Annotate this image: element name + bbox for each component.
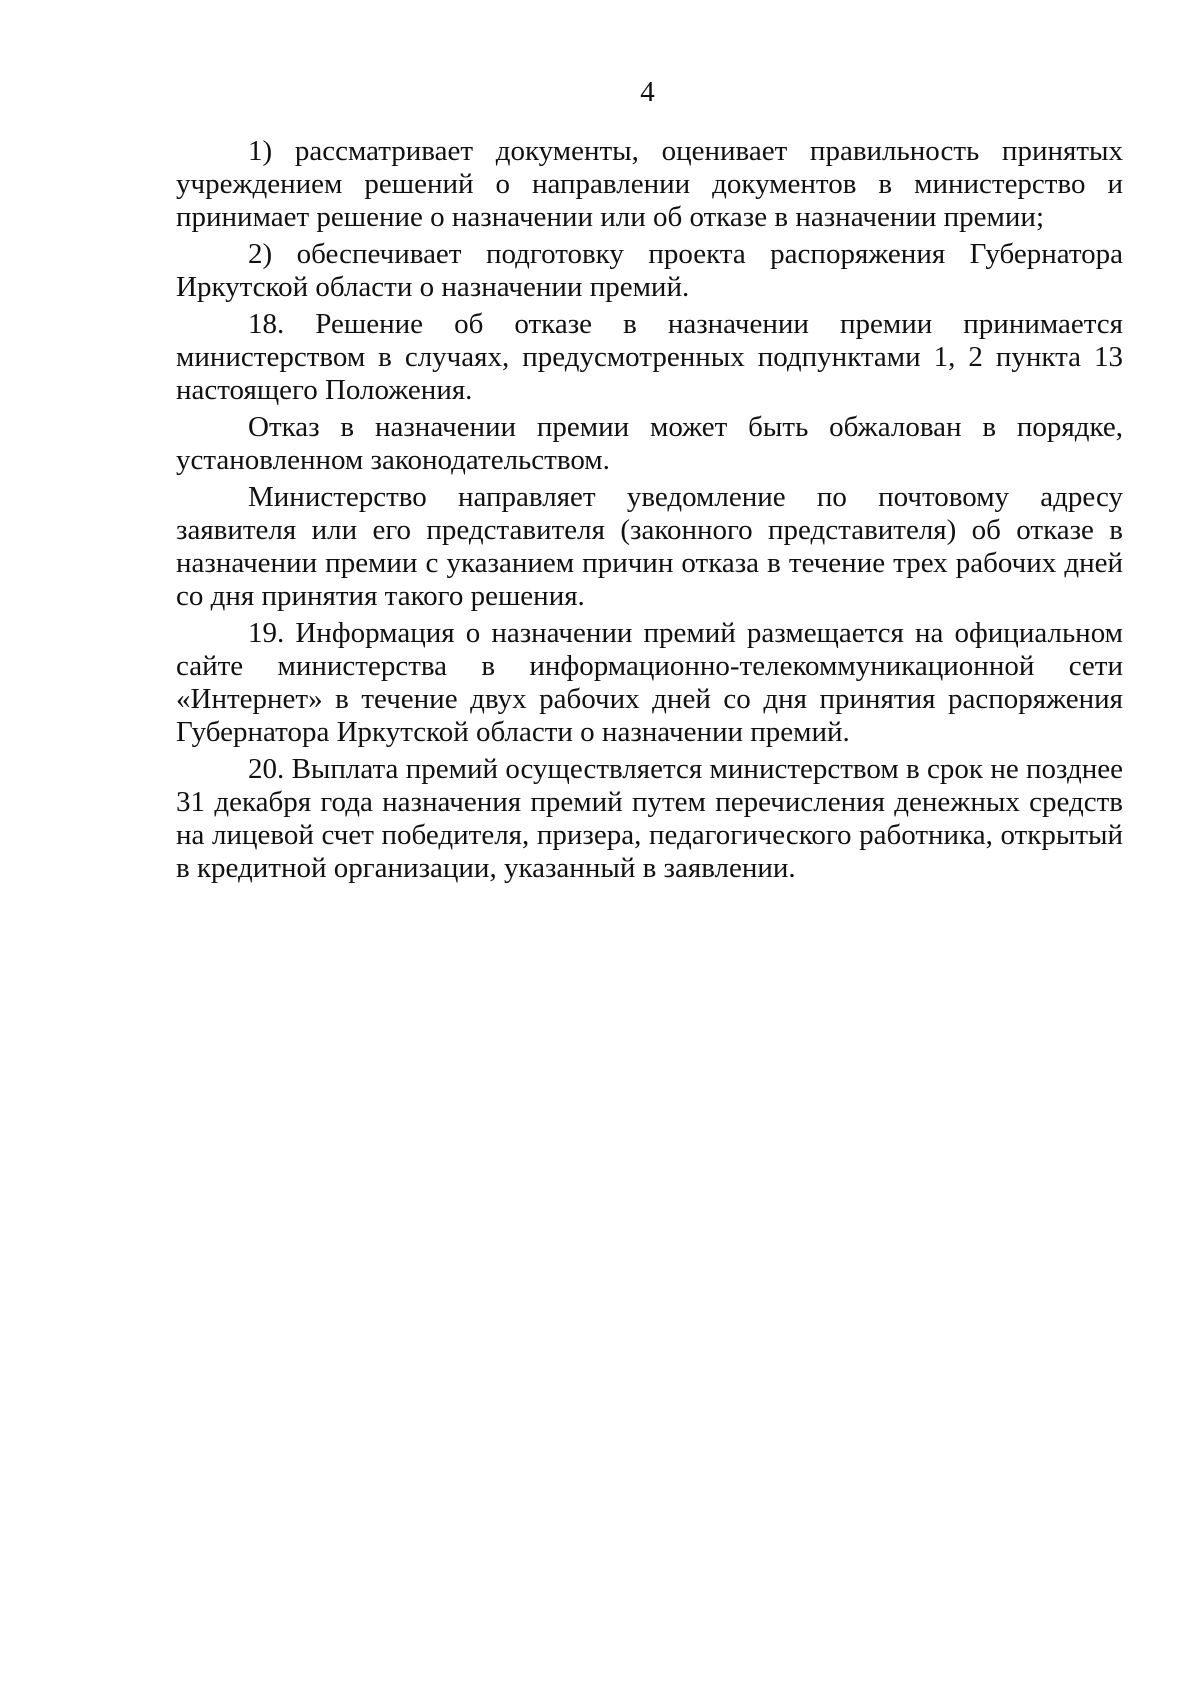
page-number: 4 [640,76,655,108]
paragraph-notification: Министерство направляет уведомление по почтовому адресу заявителя или его представителя (законного представителя) об отказе в назначении премии с указанием причин отказа в течение трех рабочих дней со дня принятия такого решения. [176,481,1123,612]
paragraph-item-1: 1) рассматривает документы, оценивает правильность принятых учреждением решений о направлении документов в министерство и принимает решение о назначении или об отказе в назначении премии; [176,135,1123,233]
document-body [176,135,1123,885]
paragraph-20: 20. Выплата премий осуществляется министерством в срок не позднее 31 декабря года назначения премий путем перечисления денежных средств на лицевой счет победителя, призера, педагогического работника, открытый в кредитной организации, указанный в заявлении. [176,753,1123,884]
paragraph-18: 18. Решение об отказе в назначении премии принимается министерством в случаях, предусмотренных подпунктами 1, 2 пункта 13 настоящего Положения. [176,308,1123,406]
paragraph-appeal: Отказ в назначении премии может быть обжалован в порядке, установленном законодательством. [176,411,1123,476]
paragraph-19: 19. Информация о назначении премий размещается на официальном сайте министерства в информационно-телекоммуникационной сети «Интернет» в течение двух рабочих дней со дня принятия распоряжения Губернатора Иркутской области о назначении премий. [176,617,1123,748]
paragraph-item-2: 2) обеспечивает подготовку проекта распоряжения Губернатора Иркутской области о назначении премий. [176,238,1123,303]
